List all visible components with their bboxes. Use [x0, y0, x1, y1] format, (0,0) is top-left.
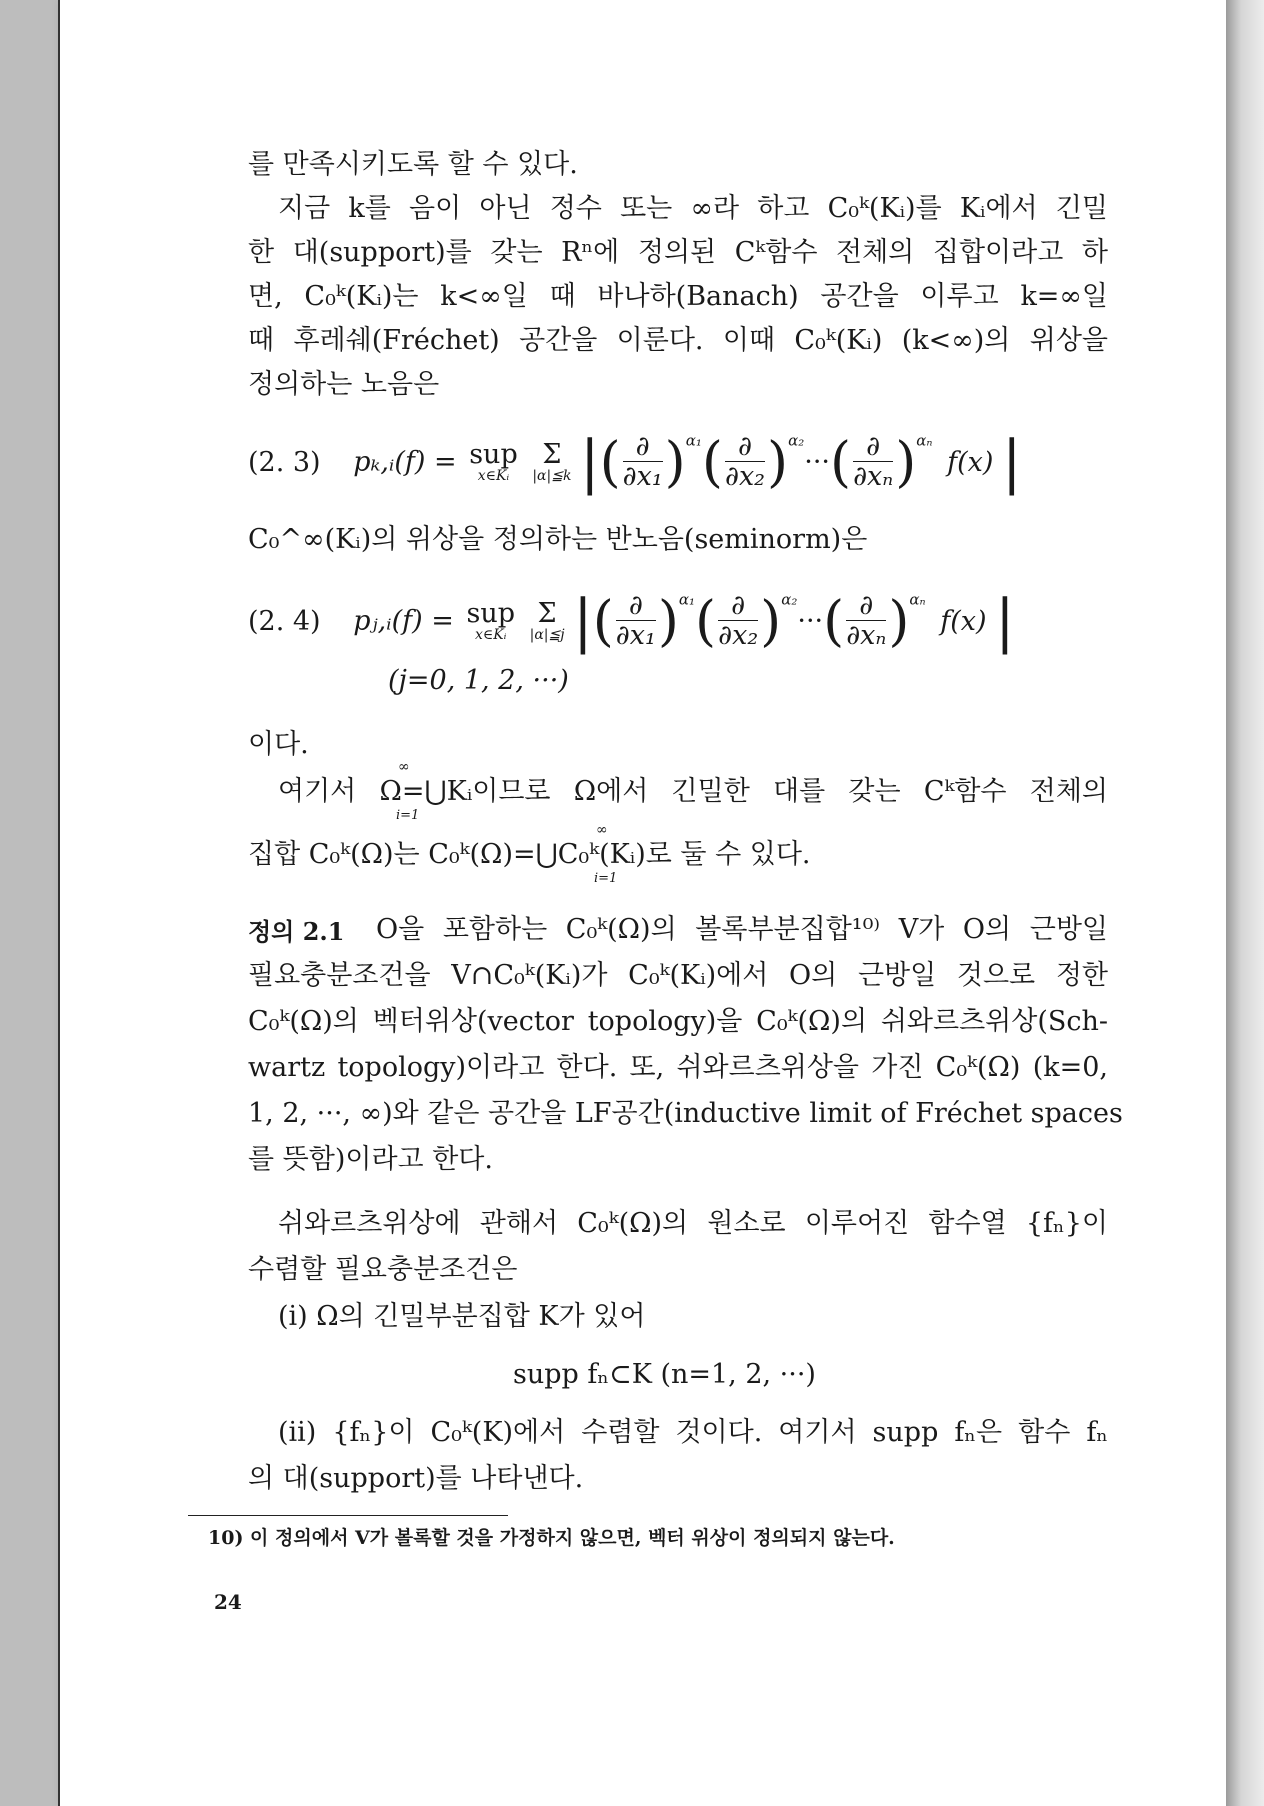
equation-label: (2. 4)	[248, 605, 321, 637]
fraction-denominator: ∂xₙ	[846, 619, 887, 651]
union-lower-limit: i=1	[594, 871, 618, 886]
sum-operator	[530, 600, 565, 642]
equation-condition: (j=0, 1, 2, ···)	[388, 665, 569, 696]
text-line: 수렴할 필요충분조건은	[248, 1254, 518, 1285]
ellipsis: ···	[797, 605, 824, 637]
condition-ii: (ii) {fₙ}이 C₀ᵏ(K)에서 수렴할 것이다. 여기서 supp fₙ은 함수 fₙ	[278, 1417, 1108, 1448]
paren-open: (	[823, 589, 845, 653]
sup-subscript: x∈Kᵢ	[474, 627, 507, 643]
text-line: 를 뜻함)이라고 한다.	[248, 1144, 493, 1175]
function-term: f(x)	[947, 446, 994, 478]
text-line: C₀^∞(Kᵢ)의 위상을 정의하는 반노음(seminorm)은	[248, 524, 868, 555]
text-line: 1, 2, ···, ∞)와 같은 공간을 LF공간(inductive limit of Fréchet spaces	[248, 1098, 1123, 1129]
paren-close: )	[760, 589, 782, 653]
text-line: 이다.	[248, 729, 309, 760]
union-upper-limit: ∞	[398, 759, 410, 775]
text-line: 때 후레쉐(Fréchet) 공간을 이룬다. 이때 C₀ᵏ(Kᵢ) (k<∞)의 위상을	[248, 325, 1108, 356]
text-line: 의 대(support)를 나타낸다.	[248, 1463, 584, 1494]
sum-subscript: |α|≦k	[532, 468, 572, 484]
paren-open: (	[695, 589, 717, 653]
equation-lhs: pⱼ,ᵢ(f) =	[353, 605, 454, 637]
exponent: α₁	[685, 431, 702, 450]
sup-subscript: x∈Kᵢ	[477, 468, 510, 484]
sum-symbol: Σ	[537, 598, 557, 629]
paren-open: (	[599, 430, 621, 494]
abs-bar-right: |	[995, 587, 1015, 655]
text-line: 정의하는 노음은	[248, 369, 440, 400]
text-line: 를 만족시키도록 할 수 있다.	[248, 149, 578, 180]
book-edge	[1226, 0, 1264, 1806]
condition-i: (i) Ω의 긴밀부분집합 K가 있어	[278, 1301, 646, 1332]
supp-formula: supp fₙ⊂K (n=1, 2, ···)	[513, 1359, 816, 1390]
exponent: αₙ	[909, 590, 926, 609]
fraction-denominator: ∂x₁	[622, 460, 663, 492]
sup-text: sup	[469, 439, 518, 470]
text-line: 면, C₀ᵏ(Kᵢ)는 k<∞일 때 바나하(Banach) 공간을 이루고 k=∞일	[248, 281, 1108, 312]
partial-fraction	[853, 430, 894, 492]
paren-close: )	[767, 430, 789, 494]
fraction-numerator: ∂	[718, 592, 758, 621]
definition-label: 정의 2.1	[248, 917, 345, 946]
text-line: 한 대(support)를 갖는 Rⁿ에 정의된 Cᵏ함수 전체의 집합이라고 하	[248, 237, 1108, 268]
sup-text: sup	[466, 598, 516, 629]
text-line: wartz topology)이라고 한다. 또, 쉬와르츠위상을 가진 C₀ᵏ(Ω) (k=0,	[248, 1052, 1108, 1083]
fraction-denominator: ∂x₂	[718, 619, 759, 651]
fraction-numerator: ∂	[623, 433, 663, 462]
text-line: O을 포함하는 C₀ᵏ(Ω)의 볼록부분집합¹⁰⁾ V가 O의 근방일	[376, 914, 1108, 945]
partial-fraction	[615, 589, 656, 651]
sup-operator	[466, 600, 515, 642]
footnote: 10) 이 정의에서 V가 볼록할 것을 가정하지 않으면, 벡터 위상이 정의되지 않는다.	[208, 1527, 895, 1549]
text-line: 여기서 Ω=⋃Kᵢ이므로 Ω에서 긴밀한 대를 갖는 Cᵏ함수 전체의	[278, 776, 1108, 807]
paren-close: )	[888, 589, 910, 653]
text-line: 쉬와르츠위상에 관해서 C₀ᵏ(Ω)의 원소로 이루어진 함수열 {fₙ}이	[278, 1208, 1108, 1239]
paren-open: (	[829, 430, 852, 494]
paren-open: (	[592, 589, 614, 653]
fraction-denominator: ∂xₙ	[853, 460, 894, 492]
text-line: 지금 k를 음이 아닌 정수 또는 ∞라 하고 C₀ᵏ(Kᵢ)를 Kᵢ에서 긴밀	[278, 193, 1108, 224]
paren-close: )	[895, 430, 917, 494]
paren-close: )	[664, 430, 686, 494]
sum-symbol: Σ	[542, 439, 562, 470]
partial-fraction	[718, 589, 759, 651]
partial-fraction	[846, 589, 887, 651]
paren-close: )	[657, 589, 679, 653]
paren-open: (	[701, 430, 723, 494]
sup-operator	[469, 441, 518, 483]
fraction-numerator: ∂	[846, 592, 886, 621]
exponent: α₂	[781, 590, 798, 609]
equation-2-4	[248, 587, 1015, 655]
page-number: 24	[214, 1590, 242, 1614]
equation-2-3	[248, 428, 1022, 496]
fraction-denominator: ∂x₁	[615, 619, 656, 651]
partial-fraction	[622, 430, 663, 492]
abs-bar-left: |	[580, 428, 600, 496]
abs-bar-left: |	[573, 587, 593, 655]
exponent: α₁	[678, 590, 696, 609]
union-lower-limit: i=1	[396, 808, 420, 823]
fraction-denominator: ∂x₂	[724, 460, 765, 492]
fraction-numerator: ∂	[616, 592, 656, 621]
sum-subscript: |α|≦j	[529, 627, 565, 643]
function-term: f(x)	[940, 605, 987, 637]
partial-fraction	[724, 430, 765, 492]
exponent: αₙ	[916, 431, 933, 450]
abs-bar-right: |	[1001, 428, 1022, 496]
footnote-rule	[188, 1515, 508, 1516]
fraction-numerator: ∂	[853, 433, 893, 462]
fraction-numerator: ∂	[725, 433, 765, 462]
sum-operator	[532, 441, 571, 483]
equation-label: (2. 3)	[248, 446, 321, 478]
ellipsis: ···	[804, 446, 830, 478]
exponent: α₂	[788, 431, 805, 450]
text-line: 집합 C₀ᵏ(Ω)는 C₀ᵏ(Ω)=⋃C₀ᵏ(Kᵢ)로 둘 수 있다.	[248, 839, 811, 870]
text-line: 필요충분조건을 V∩C₀ᵏ(Kᵢ)가 C₀ᵏ(Kᵢ)에서 O의 근방일 것으로 정한	[248, 960, 1108, 991]
text-line: C₀ᵏ(Ω)의 벡터위상(vector topology)을 C₀ᵏ(Ω)의 쉬와르츠위상(Sch-	[248, 1006, 1108, 1037]
union-upper-limit: ∞	[596, 822, 608, 838]
equation-lhs: pₖ,ᵢ(f) =	[353, 446, 457, 478]
